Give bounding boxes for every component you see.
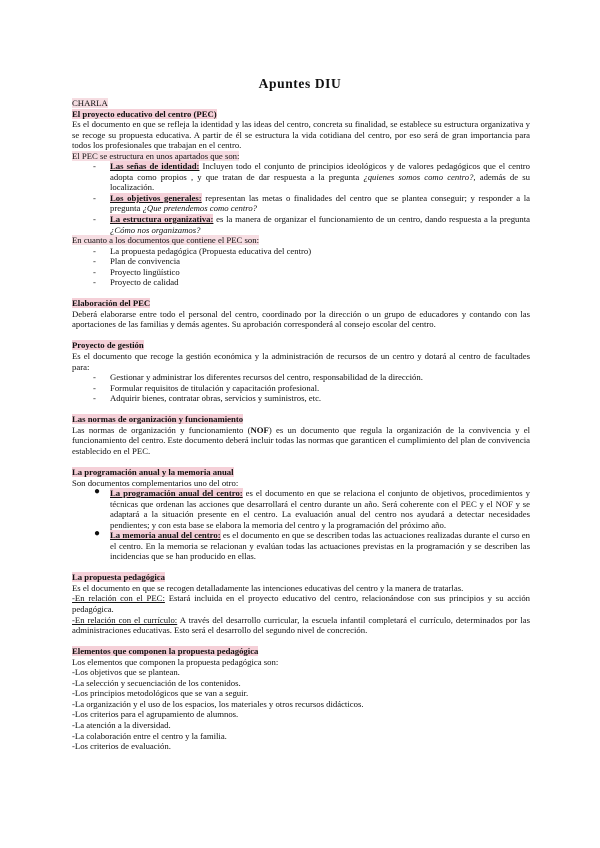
section-heading-nof: Las normas de organización y funcionamiento [72, 414, 244, 425]
elementos-item: -La organización y el uso de los espacios, los materiales y otros recursos didácticos. [72, 698, 364, 709]
pec-doc-item: - Plan de convivencia [93, 256, 180, 267]
elementos-item: -La selección y secuenciación de los contenidos. [72, 677, 241, 688]
gestion-item: - Gestionar y administrar los diferentes recursos del centro, responsabilidad de la dirección. [93, 372, 423, 383]
document-title: Apuntes DIU [258, 76, 342, 91]
pec-docs-intro: En cuanto a los documentos que contiene el PEC son: [72, 235, 259, 246]
elementos-item: -Los criterios para el agrupamiento de alumnos. [72, 709, 239, 720]
section-heading-gestion: Proyecto de gestión [72, 340, 144, 351]
section-heading-pec: El proyecto educativo del centro (PEC) [72, 108, 217, 119]
pec-doc-item: - La propuesta pedagógica (Propuesta educativa del centro) [93, 245, 312, 256]
document-body [72, 98, 530, 752]
elaboracion-text: Deberá elaborarse entre todo el personal del centro, coordinado por la dirección o un grupo de educadores y contando con las aportaciones de las familias y demás agentes. Su aprobación corresponderá al consejo escolar del centro. [72, 308, 530, 330]
pec-structure-intro: El PEC se estructura en unos apartados que son: [72, 150, 240, 161]
elementos-item: -Los principios metodológicos que se van a seguir. [72, 688, 249, 699]
pec-doc-item: - Proyecto de calidad [93, 277, 179, 288]
elementos-item: -Los criterios de evaluación. [72, 741, 171, 752]
section-heading-propuesta: La propuesta pedagógica [72, 572, 166, 583]
pec-part-estructura: - La estructura organizativa: es la manera de organizar el funcionamiento de un centro, dando respuesta a la pregunta ¿Cómo nos organizamos? [93, 214, 530, 235]
programacion-intro: Son documentos complementarios uno del otro: [72, 477, 239, 488]
pec-part-objetivos: - Los objetivos generales: representan las metas o finalidades del centro que se plantea conseguir; y responder a la pregunta ¿Que pretendemos como centro? [93, 192, 530, 214]
propuesta-rel-pec: -En relación con el PEC: Estará incluida en el proyecto educativo del centro, relacionándose con sus principios y su acción pedagógica. [72, 593, 531, 615]
elementos-item: -La colaboración entre el centro y la familia. [72, 730, 227, 741]
gestion-item: - Adquirir bienes, contratar obras, servicios y suministros, etc. [93, 393, 322, 404]
programacion-item-memoria: ● La memoria anual del centro: es el documento en que se describen todas las actuaciones realizadas durante el curso en el centro. En la memoria se relacionan y evalúan todas las actuaciones previstas en la programación y se describen las incidencias que se han producido en ellas. [94, 528, 530, 562]
section-heading-elementos: Elementos que componen la propuesta pedagógica [72, 646, 259, 657]
pec-part-identidad: - Las señas de identidad: Incluyen todo el conjunto de principios ideológicos y de valores pedagógicos que el centro adopta como propios , y que tratan de dar respuesta a la pregunta ¿quienes somos como centro?, además de su localización. [93, 161, 530, 193]
section-heading-elaboracion: Elaboración del PEC [72, 298, 151, 309]
gestion-text: Es el documento que recoge la gestión económica y la administración de recursos de un centro y dotará al centro de facultades para: [72, 351, 530, 372]
section-label-charla: CHARLA [72, 98, 108, 108]
pec-doc-item: - Proyecto lingüístico [93, 266, 180, 277]
elementos-intro: Los elementos que componen la propuesta pedagógica son: [72, 656, 279, 667]
gestion-item: - Formular requisitos de titulación y capacitación profesional. [93, 382, 320, 393]
elementos-item: -La atención a la diversidad. [72, 719, 171, 730]
programacion-item-anual: ● La programación anual del centro: es el documento en que se relaciona el conjunto de objetivos, procedimientos y técnicas que ordenan las acciones que desarrollará el centro durante un año. Será coherente con el PEC y el NOF y se adaptará a la situación presente en el centro. La evaluación anual del centro nos ayudará a detectar necesidades pendientes; y con esta base se elabora la memoria del centro y la programación del próximo año. [94, 486, 531, 530]
pec-intro: Es el documento en que se refleja la identidad y las ideas del centro, concreta su finalidad, se establece su estructura organizativa y se recoge su propuesta educativa. A partir de él se estructura la vida cotidiana del centro, por eso será de gran importancia para todos los profesionales que trabajan en el centro. [72, 119, 530, 151]
nof-text: Las normas de organización y funcionamiento (NOF) es un documento que regula la organización de la convivencia y el funcionamiento del centro. Este documento deberá incluir todas las normas que garanticen el cumplimiento del plan de convivencia establecido en el PEC. [72, 424, 530, 456]
section-heading-programacion: La programación anual y la memoria anual [72, 466, 234, 477]
elementos-item: -Los objetivos que se plantean. [72, 667, 180, 678]
propuesta-rel-curriculo: -En relación con el currículo: A través del desarrollo curricular, la escuela infantil completará el currículo, determinados por las administraciones educativas. Esto será el desarrollo del segundo nivel de concreción. [72, 614, 530, 636]
propuesta-text: Es el documento en que se recogen detalladamente las intenciones educativas del centro y la manera de tratarlas. [72, 582, 464, 593]
